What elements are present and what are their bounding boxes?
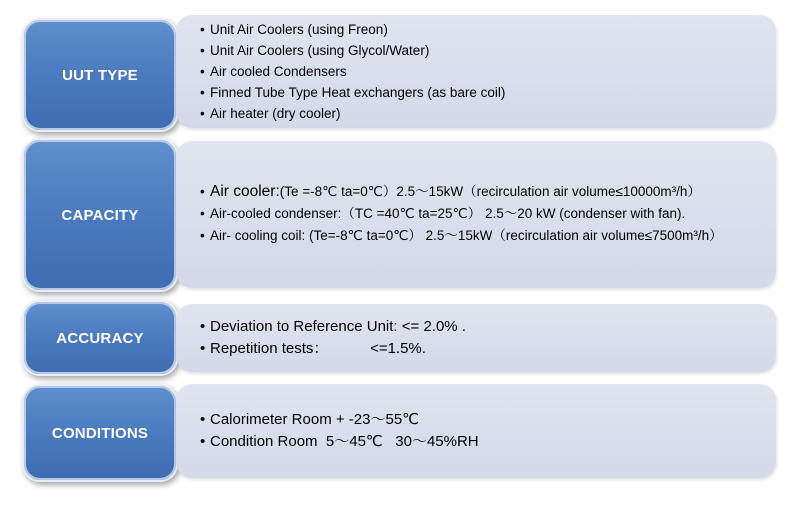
conditions-label: CONDITIONS <box>22 384 178 482</box>
list-item: • Repetition tests： <=1.5%. <box>200 338 752 360</box>
list-item: • Air cooled Condensers <box>200 61 752 82</box>
accuracy-content <box>176 304 776 372</box>
list-item: • Condition Room 5～45℃ 30～45%RH <box>200 431 752 453</box>
list-item: • Unit Air Coolers (using Freon) <box>200 19 752 40</box>
list-item: • Unit Air Coolers (using Glycol/Water) <box>200 40 752 61</box>
uut-type-list <box>200 19 752 124</box>
list-item <box>200 182 752 201</box>
capacity-content <box>176 141 776 288</box>
list-item <box>200 226 752 245</box>
uut-type-content <box>176 15 776 128</box>
capacity-text: Air- cooling coil: (Te=-8℃ ta=0℃） 2.5～15kW（recirculation air volume≤7500m³/h） <box>210 227 723 243</box>
conditions-list <box>200 409 752 453</box>
capacity-lead: Air cooler: <box>210 182 280 200</box>
list-item <box>200 204 752 223</box>
capacity-label: CAPACITY <box>22 138 178 292</box>
list-item: • Calorimeter Room + -23～55℃ <box>200 409 752 431</box>
uut-type-label: UUT TYPE <box>22 18 178 132</box>
accuracy-list <box>200 316 752 360</box>
conditions-content <box>176 384 776 478</box>
accuracy-label: ACCURACY <box>22 300 178 376</box>
list-item: • Finned Tube Type Heat exchangers (as bare coil) <box>200 82 752 103</box>
capacity-text: (Te =-8℃ ta=0℃）2.5～15kW（recirculation air volume≤10000m³/h） <box>279 183 701 199</box>
list-item: • Deviation to Reference Unit: <= 2.0% . <box>200 316 752 338</box>
capacity-text: Air-cooled condenser:（TC =40℃ ta=25℃） 2.5～20 kW (condenser with fan). <box>210 205 686 221</box>
list-item: • Air heater (dry cooler) <box>200 103 752 124</box>
capacity-list <box>200 182 752 248</box>
